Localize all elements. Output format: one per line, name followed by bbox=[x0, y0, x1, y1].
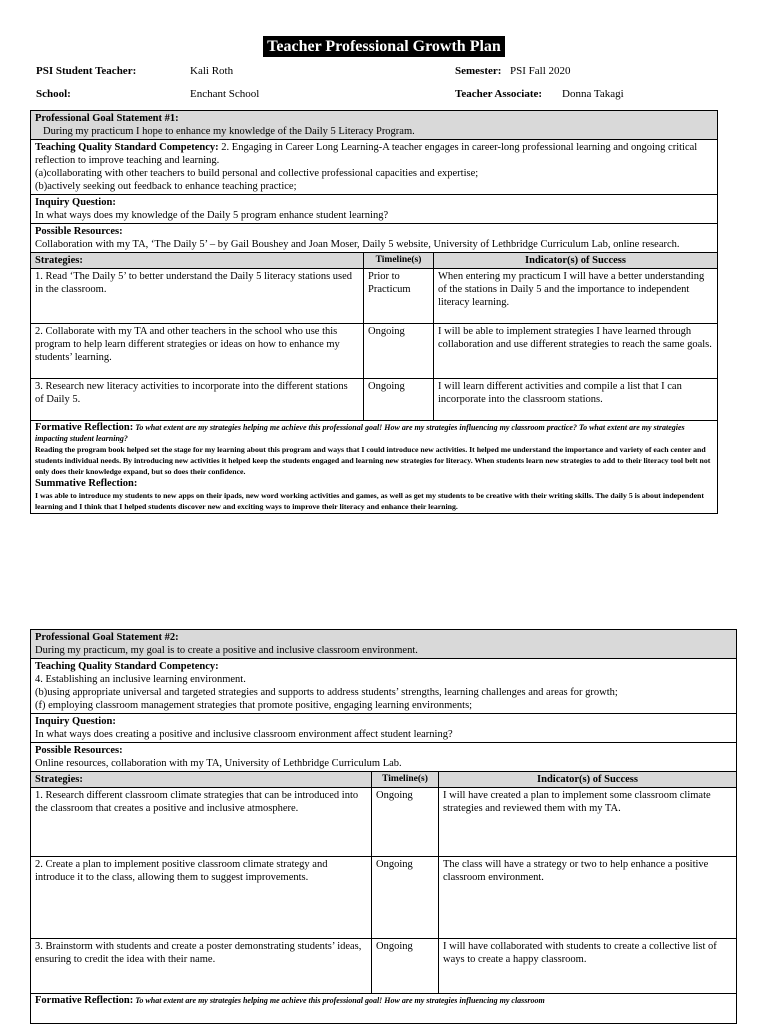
goal2-statement-row bbox=[31, 630, 737, 659]
goal2-col-timeline: Timeline(s) bbox=[372, 772, 439, 788]
goal2-timeline-3: Ongoing bbox=[372, 939, 439, 994]
goal2-inquiry-row bbox=[31, 714, 737, 743]
goal1-formative-prompt: To what extent are my strategies helping me achieve this professional goal! How are my strategies influencing my classroom practice? To what extent are my strategies impacting student learning? bbox=[35, 423, 685, 443]
goal1-timeline-2: Ongoing bbox=[364, 324, 434, 379]
goal2-statement: During my practicum, my goal is to create a positive and inclusive classroom environment. bbox=[35, 645, 418, 656]
goal1-reflection-row bbox=[31, 421, 718, 514]
table-row bbox=[31, 324, 718, 379]
table-row bbox=[31, 788, 737, 857]
table-row bbox=[31, 857, 737, 939]
goal1-inquiry: In what ways does my knowledge of the Daily 5 program enhance student learning? bbox=[35, 210, 389, 221]
goal2-resources-label: Possible Resources: bbox=[35, 745, 123, 756]
goal2-inquiry: In what ways does creating a positive and inclusive classroom environment affect student learning? bbox=[35, 729, 453, 740]
goal2-column-headers bbox=[31, 772, 737, 788]
goal1-column-headers bbox=[31, 253, 718, 269]
goal1-indicator-1: When entering my practicum I will have a better understanding of the stations in Daily 5 and the importance to independent literacy learning. bbox=[434, 269, 718, 324]
goal1-resources: Collaboration with my TA, ‘The Daily 5’ – by Gail Boushey and Joan Moser, Daily 5 website, University of Lethbridge Curriculum Lab, online research. bbox=[35, 239, 680, 250]
goal2-formative-label: Formative Reflection: bbox=[35, 995, 134, 1006]
table-row bbox=[31, 379, 718, 421]
goal2-reflection-row bbox=[31, 994, 737, 1024]
table-row bbox=[31, 269, 718, 324]
goal1-strategy-2: 2. Collaborate with my TA and other teachers in the school who use this program to help learn different strategies or ideas on how to enhance my students’ learning. bbox=[31, 324, 364, 379]
goal2-table bbox=[30, 629, 737, 1024]
goal1-table bbox=[30, 110, 718, 514]
goal1-tqs-label: Teaching Quality Standard Competency: bbox=[35, 142, 219, 153]
goal2-tqs-f: (f) employing classroom management strategies that promote positive, engaging learning environments; bbox=[35, 700, 473, 711]
goal1-statement-row bbox=[31, 111, 718, 140]
goal1-tqs-text: 2. Engaging in Career Long Learning-A teacher engages in career-long professional learning and ongoing critical reflection to improve teaching and learning. bbox=[35, 142, 698, 166]
goal2-timeline-2: Ongoing bbox=[372, 857, 439, 939]
goal1-resources-label: Possible Resources: bbox=[35, 226, 123, 237]
associate-value: Donna Takagi bbox=[562, 88, 624, 100]
goal1-indicator-3: I will learn different activities and compile a list that I can incorporate into the classroom stations. bbox=[434, 379, 718, 421]
goal2-col-strategies: Strategies: bbox=[31, 772, 372, 788]
goal2-indicator-1: I will have created a plan to implement some classroom climate strategies and reviewed them with my TA. bbox=[439, 788, 737, 857]
associate-label: Teacher Associate: bbox=[455, 88, 543, 100]
goal2-tqs-4: 4. Establishing an inclusive learning environment. bbox=[35, 674, 246, 685]
goal1-col-strategies: Strategies: bbox=[31, 253, 364, 269]
goal2-indicator-3: I will have collaborated with students to create a collective list of ways to create a happy classroom. bbox=[439, 939, 737, 994]
goal1-tqs-a: (a)collaborating with other teachers to build personal and collective professional capacities and expertise; bbox=[35, 168, 479, 179]
goal2-strategy-3: 3. Brainstorm with students and create a poster demonstrating students’ ideas, ensuring to credit the idea with their name. bbox=[31, 939, 372, 994]
goal2-inquiry-label: Inquiry Question: bbox=[35, 716, 116, 727]
goal1-strategy-3: 3. Research new literacy activities to incorporate into the different stations of Daily 5. bbox=[31, 379, 364, 421]
semester-value: PSI Fall 2020 bbox=[510, 65, 571, 77]
goal1-formative-text: Reading the program book helped set the stage for my learning about this program and ways that I could introduce new activities. It helped me understand the importance and variety of each center and students individual needs. By introducing new activities it helped keep the students engaged and learning new strategies for literacy. When students learn new strategies to add to their literacy tool belt not only does their knowledge expand, but so does their confidence. bbox=[35, 445, 711, 476]
goal2-resources: Online resources, collaboration with my TA, University of Lethbridge Curriculum Lab. bbox=[35, 758, 402, 769]
goal1-statement: During my practicum I hope to enhance my knowledge of the Daily 5 Literacy Program. bbox=[43, 126, 415, 137]
goal2-col-indicators: Indicator(s) of Success bbox=[439, 772, 737, 788]
goal1-inquiry-row bbox=[31, 195, 718, 224]
page-title: Teacher Professional Growth Plan bbox=[263, 36, 505, 57]
goal1-tqs-row bbox=[31, 140, 718, 195]
goal1-summative-text: I was able to introduce my students to new apps on their ipads, new word working activities and games, as well as get my students to be creative with their writing skills. The daily 5 is about independent learning and I think that I helped students discover new and exciting ways to improve their literacy and enhance their learning. bbox=[35, 491, 704, 511]
goal1-resources-row bbox=[31, 224, 718, 253]
goal1-inquiry-label: Inquiry Question: bbox=[35, 197, 116, 208]
goal2-strategy-2: 2. Create a plan to implement positive classroom climate strategy and introduce it to the class, allowing them to suggest improvements. bbox=[31, 857, 372, 939]
goal2-formative-prompt: To what extent are my strategies helping me achieve this professional goal! How are my strategies influencing my classroom bbox=[135, 996, 545, 1005]
goal1-tqs-b: (b)actively seeking out feedback to enhance teaching practice; bbox=[35, 181, 297, 192]
goal1-statement-label: Professional Goal Statement #1: bbox=[35, 113, 179, 124]
student-value: Kali Roth bbox=[190, 65, 234, 77]
goal2-tqs-row bbox=[31, 659, 737, 714]
goal1-col-timeline: Timeline(s) bbox=[364, 253, 434, 269]
goal2-timeline-1: Ongoing bbox=[372, 788, 439, 857]
school-label: School: bbox=[36, 88, 71, 100]
goal2-tqs-b: (b)using appropriate universal and targeted strategies and supports to address students’ strengths, learning challenges and areas for growth; bbox=[35, 687, 618, 698]
table-row bbox=[31, 939, 737, 994]
goal1-indicator-2: I will be able to implement strategies I have learned through collaboration and use different strategies to reach the same goals. bbox=[434, 324, 718, 379]
goal2-strategy-1: 1. Research different classroom climate strategies that can be introduced into the classroom that creates a positive and inclusive atmosphere. bbox=[31, 788, 372, 857]
title-wrap bbox=[0, 36, 768, 57]
goal1-col-indicators: Indicator(s) of Success bbox=[434, 253, 718, 269]
goal2-indicator-2: The class will have a strategy or two to help enhance a positive classroom environment. bbox=[439, 857, 737, 939]
school-value: Enchant School bbox=[190, 88, 260, 100]
semester-label: Semester: bbox=[455, 65, 502, 77]
goal2-statement-label: Professional Goal Statement #2: bbox=[35, 632, 179, 643]
goal1-strategy-1: 1. Read ‘The Daily 5’ to better understand the Daily 5 literacy stations used in the classroom. bbox=[31, 269, 364, 324]
goal2-tqs-label: Teaching Quality Standard Competency: bbox=[35, 661, 219, 672]
goal1-timeline-1: Prior to Practicum bbox=[364, 269, 434, 324]
goal1-formative-label: Formative Reflection: bbox=[35, 422, 134, 433]
goal2-resources-row bbox=[31, 743, 737, 772]
goal1-summative-label: Summative Reflection: bbox=[35, 478, 138, 489]
goal1-timeline-3: Ongoing bbox=[364, 379, 434, 421]
student-label: PSI Student Teacher: bbox=[36, 65, 137, 77]
